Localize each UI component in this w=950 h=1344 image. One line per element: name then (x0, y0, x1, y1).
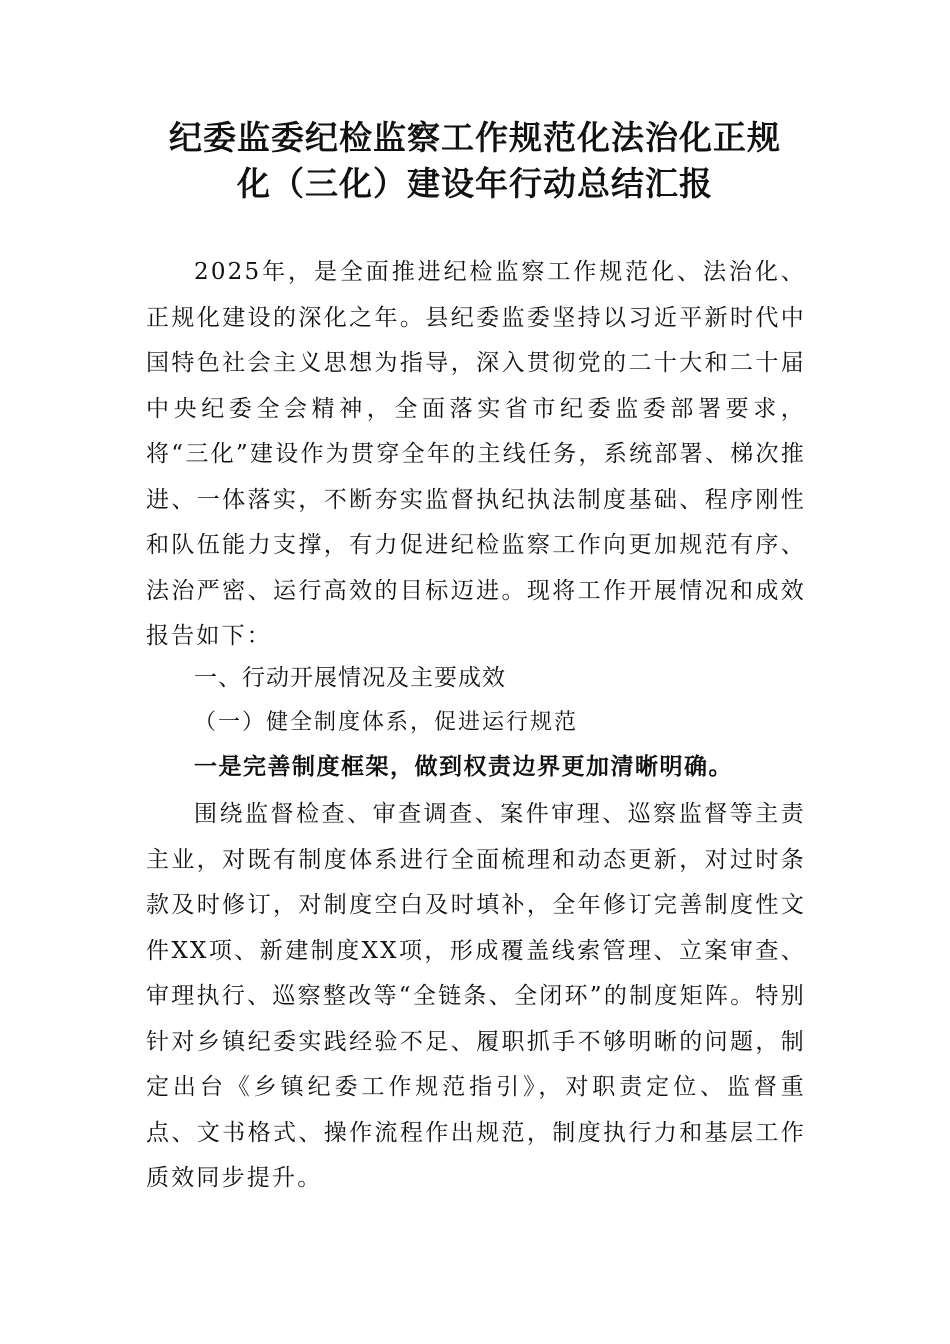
point-heading: 一是完善制度框架，做到权责边界更加清晰明确。 (194, 753, 733, 780)
document-title-line-1: 纪委监委纪检监察工作规范化法治化正规 (169, 118, 781, 157)
subsection-heading: （一）健全制度体系，促进运行规范 (194, 710, 579, 735)
point-paragraph: 围绕监督检查、审查调查、案件审理、巡察监督等主责主业，对既有制度体系进行全面梳理和动态更新，对过时条款及时修订，对制度空白及时填补，全年修订完善制度性文件XX项、新建制度XX项，形成覆盖线索管理、立案审查、审理执行、巡察整改等“全链条、全闭环”的制度矩阵。特别针对乡镇纪委实践经验不足、履职抓手不够明晰的问题，制定出台《乡镇纪委工作规范指引》，对职责定位、监督重点、文书格式、操作流程作出规范，制度执行力和基层工作质效同步提升。 (146, 801, 806, 1191)
section-heading: 一、行动开展情况及主要成效 (194, 665, 506, 691)
document-title-line-2: 化（三化）建设年行动总结汇报 (237, 164, 713, 203)
intro-paragraph: 2025年，是全面推进纪检监察工作规范化、法治化、正规化建设的深化之年。县纪委监委坚持以习近平新时代中国特色社会主义思想为指导，深入贯彻党的二十大和二十届中央纪委全会精神，全面落实省市纪委监委部署要求，将“三化”建设作为贯穿全年的主线任务，系统部署、梯次推进、一体落实，不断夯实监督执纪执法制度基础、程序刚性和队伍能力支撑，有力促进纪检监察工作向更加规范有序、法治严密、运行高效的目标迈进。现将工作开展情况和成效报告如下： (146, 259, 806, 649)
